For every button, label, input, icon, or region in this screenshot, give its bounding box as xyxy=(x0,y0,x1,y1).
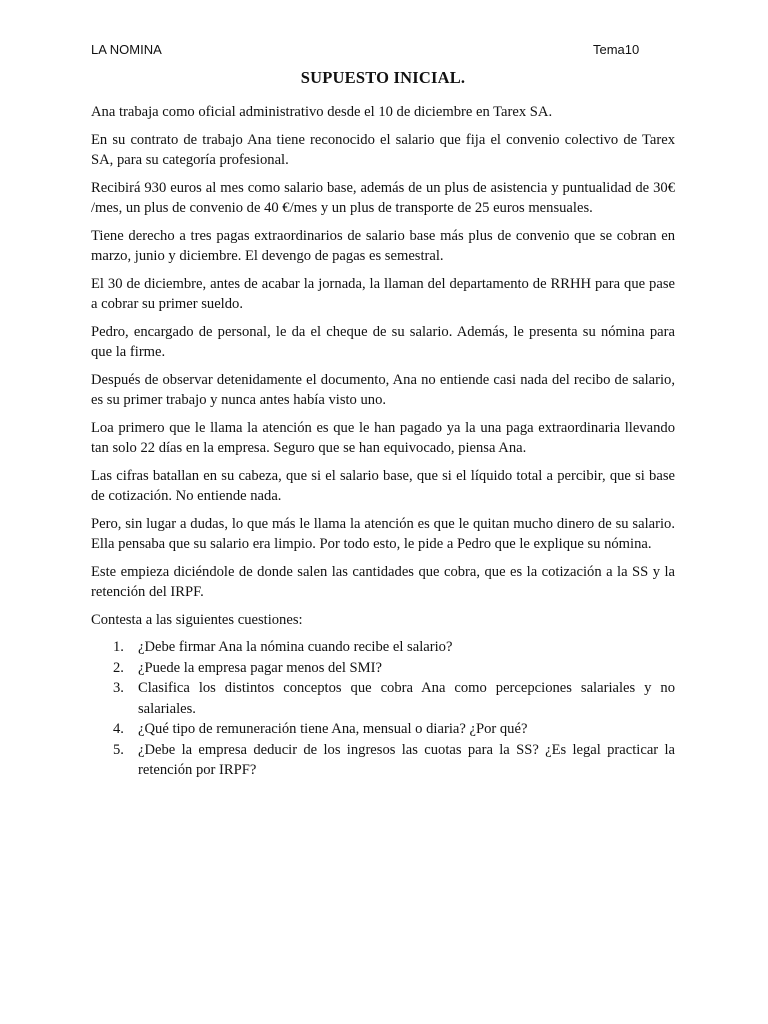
question-number: 3. xyxy=(113,680,124,696)
question-number: 2. xyxy=(113,659,124,676)
questions-intro: Contesta a las siguientes cuestiones: xyxy=(91,611,303,628)
paragraph: Ana trabaja como oficial administrativo desde el 10 de diciembre en Tarex SA. xyxy=(91,104,553,120)
paragraph: Las cifras batallan en su cabeza, que si el salario base, que si el líquido total a percibir, que si base de cotización. No entiende nada. xyxy=(91,467,675,504)
paragraph: Este empieza diciéndole de donde salen las cantidades que cobra, que es la cotización a la SS y la retención del IRPF. xyxy=(91,563,675,600)
questions-list xyxy=(91,637,675,781)
paragraph: Después de observar detenidamente el documento, Ana no entiende casi nada del recibo de salario, es su primer trabajo y nunca antes había visto uno. xyxy=(91,371,675,408)
paragraph: Tiene derecho a tres pagas extraordinarios de salario base más plus de convenio que se cobran en marzo, junio y diciembre. El devengo de pagas es semestral. xyxy=(91,227,675,264)
paragraph: Loa primero que le llama la atención es que le han pagado ya la una paga extraordinaria llevando tan solo 22 días en la empresa. Seguro que se han equivocado, piensa Ana. xyxy=(91,419,675,456)
question-text: ¿Debe la empresa deducir de los ingresos las cuotas para la SS? ¿Es legal practicar la retención por IRPF? xyxy=(138,741,675,778)
question-item xyxy=(113,637,675,658)
question-item xyxy=(113,678,675,719)
paragraph: Pedro, encargado de personal, le da el cheque de su salario. Además, le presenta su nómina para que la firme. xyxy=(91,323,675,360)
paragraph: Recibirá 930 euros al mes como salario base, además de un plus de asistencia y puntualidad de 30€ /mes, un plus de convenio de 40 €/mes y un plus de transporte de 25 euros mensuales. xyxy=(91,179,675,216)
question-text: ¿Qué tipo de remuneración tiene Ana, mensual o diaria? ¿Por qué? xyxy=(138,721,528,737)
paragraph: Pero, sin lugar a dudas, lo que más le llama la atención es que le quitan mucho dinero de su salario. Ella pensaba que su salario era limpio. Por todo esto, le pide a Pedro que le explique su nómina. xyxy=(91,515,675,552)
question-text: ¿Puede la empresa pagar menos del SMI? xyxy=(138,659,382,676)
header-right-text: Tema10 xyxy=(593,42,640,57)
question-number: 5. xyxy=(113,741,124,758)
question-number: 1. xyxy=(113,639,124,655)
paragraph: En su contrato de trabajo Ana tiene reconocido el salario que fija el convenio colectivo de Tarex SA, para su categoría profesional. xyxy=(91,131,675,168)
paragraph: El 30 de diciembre, antes de acabar la jornada, la llaman del departamento de RRHH para que pase a cobrar su primer sueldo. xyxy=(91,275,675,312)
question-text: Clasifica los distintos conceptos que cobra Ana como percepciones salariales y no salariales. xyxy=(138,680,675,717)
page-header xyxy=(91,42,641,60)
document-body xyxy=(91,102,675,781)
question-item xyxy=(113,658,675,679)
document-title: SUPUESTO INICIAL. xyxy=(300,68,466,87)
question-item xyxy=(113,740,675,781)
question-number: 4. xyxy=(113,721,124,737)
question-text: ¿Debe firmar Ana la nómina cuando recibe el salario? xyxy=(138,639,453,655)
header-left-text: LA NOMINA xyxy=(91,42,162,57)
question-item xyxy=(113,719,675,740)
